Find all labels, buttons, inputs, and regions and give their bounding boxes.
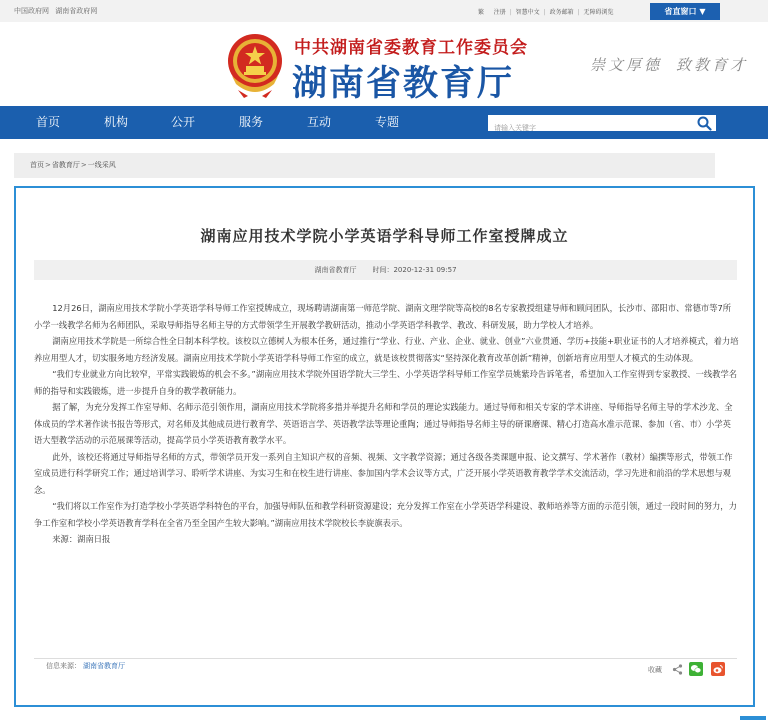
link-gov-cn[interactable]: 中国政府网 — [14, 7, 49, 15]
breadcrumb-home[interactable]: 首页 — [30, 161, 44, 169]
wechat-icon[interactable] — [689, 662, 703, 676]
wechat-glyph-icon — [689, 662, 703, 676]
article-frame — [14, 186, 755, 707]
breadcrumb-separator: > — [80, 161, 87, 169]
nav-public[interactable]: 公开 — [171, 115, 196, 129]
link-smart-chinese[interactable]: 智慧中文 — [515, 9, 540, 16]
info-source — [46, 661, 125, 671]
article-meta — [34, 260, 737, 280]
info-source-label: 信息来源： — [46, 662, 81, 670]
link-traditional[interactable]: 繁 — [478, 9, 485, 16]
link-gov-mail[interactable]: 政务邮箱 — [549, 9, 574, 16]
nav-services[interactable]: 服务 — [239, 115, 264, 129]
nav-institutions[interactable]: 机构 — [104, 115, 129, 129]
paragraph: 湖南应用技术学院是一所综合性全日制本科学校。该校以立德树人为根本任务，通过推行“学业、行业、产业、企业、就业、创业”六业贯通、学历+技能+职业证书的人才培养模式，着力培养应用型人才，切实服务地方经济发展。湖南应用技术学院小学英语学科导师工作室的成立，就是该校贯彻落实“坚持深化教育改革创新”精神，创新培育应用型人才模式的生动体现。 — [34, 336, 739, 363]
nav-topics[interactable]: 专题 — [375, 115, 400, 129]
weibo-icon[interactable] — [711, 662, 725, 676]
separator: | — [543, 9, 546, 16]
breadcrumb-education-dept[interactable]: 省教育厅 — [51, 161, 80, 169]
link-register[interactable]: 注册 — [493, 9, 506, 16]
divider — [34, 658, 737, 659]
link-hunan-gov[interactable]: 湖南省政府网 — [55, 7, 98, 15]
link-accessibility[interactable]: 无障碍浏览 — [583, 9, 614, 16]
breadcrumb — [14, 153, 715, 178]
weibo-glyph-icon — [711, 662, 725, 676]
top-links — [14, 6, 101, 16]
top-bar — [0, 0, 768, 22]
article-source: 湖南省教育厅 — [314, 266, 357, 274]
info-source-link[interactable]: 湖南省教育厅 — [83, 662, 125, 670]
corner-accent — [740, 716, 766, 720]
search-icon[interactable] — [697, 116, 712, 131]
site-header — [0, 22, 768, 106]
nav-home[interactable]: 首页 — [36, 115, 61, 129]
org-subtitle: 中共湖南省委教育工作委员会 — [294, 38, 528, 58]
favorite-button[interactable]: 收藏 — [648, 666, 662, 674]
breadcrumb-separator: > — [45, 161, 51, 169]
breadcrumb-frontline[interactable]: 一线采风 — [87, 161, 116, 169]
motto-left: 崇文厚德 — [590, 56, 663, 74]
paragraph: “我们将以工作室作为打造学校小学英语学科特色的平台，加强导师队伍和教学科研资源建设；充分发挥工作室在小学英语学科建设、教师培养等方面的示范引领，通过一段时间的努力，力争工作室和学校小学英语教育学科在全省乃至全国产生较大影响。”湖南应用技术学院校长李旋旗表示。 — [34, 501, 737, 528]
paragraph-source: 来源：湖南日报 — [52, 534, 111, 544]
paragraph: 据了解，为充分发挥工作室导师、名师示范引领作用，湖南应用技术学院将多措并举提升名师和学员的理论实践能力。通过导师和相关专家的学术讲座、导师指导名师主导的学术沙龙、全体成员的学术著作读书报告等形式，对名师及其他成员进行教育学、英语语言学、英语教学法等理论重陶；通过导师指导名师主导的研课磨课、精心打造高水准示范课、参加（省、市）小学英语大型教学活动的示范展课等活动，提高学员小学英语教育教学水平。 — [34, 402, 733, 445]
article-title: 湖南应用技术学院小学英语学科导师工作室授牌成立 — [200, 227, 569, 245]
motto-right: 致教育才 — [676, 56, 749, 74]
separator: | — [577, 9, 580, 16]
paragraph: “我们专业就业方向比较窄，平常实践锻炼的机会不多。”湖南应用技术学院外国语学院大三学生、小学英语学科导师工作室学员姚紫玲告诉笔者，希望加入工作室得到专家教授、一线教学名师的指导和实践锻炼，进一步提升自身的教学教研能力。 — [34, 369, 738, 396]
paragraph: 此外，该校还将通过导师指导名师的方式，带领学员开发一系列自主知识产权的音频、视频、文字教学资源；通过各级各类课题申报、论文撰写、学术著作（教材）编撰等形式，带领工作室成员进行科学研究工作；通过培训学习、聆听学术讲座、为实习生和在校生进行讲座、参加国内学术会议等方式，广泛开展小学英语教育教学学术交流活动，学习先进和前沿的学术思想与观念。 — [34, 451, 733, 495]
separator: | — [509, 9, 512, 16]
motto — [590, 54, 748, 75]
article-body — [34, 300, 739, 548]
paragraph: 12月26日，湖南应用技术学院小学英语学科导师工作室授牌成立，现场聘请湖南第一师范学院、湖南文理学院等高校的8名专家教授组建导师和顾问团队，长沙市、邵阳市、常德市等7所小学一线教学名师为名师团队，采取导师指导名师主导的方式带领学生开展教学教研活动，推动小学英语学科教学、教改、科研发展，助力学校人才培养。 — [34, 303, 732, 330]
national-emblem-icon — [224, 28, 286, 100]
gov-window-dropdown[interactable]: 省直窗口 ▼ — [650, 3, 720, 20]
separator — [488, 9, 490, 16]
search-box — [487, 114, 717, 132]
share-icon[interactable] — [672, 664, 683, 675]
nav-interaction[interactable]: 互动 — [307, 115, 332, 129]
search-input[interactable] — [488, 120, 688, 136]
article-time: 时间：2020-12-31 09:57 — [372, 266, 457, 274]
top-right-links — [478, 7, 613, 16]
site-title[interactable]: 湖南省教育厅 — [292, 64, 515, 104]
